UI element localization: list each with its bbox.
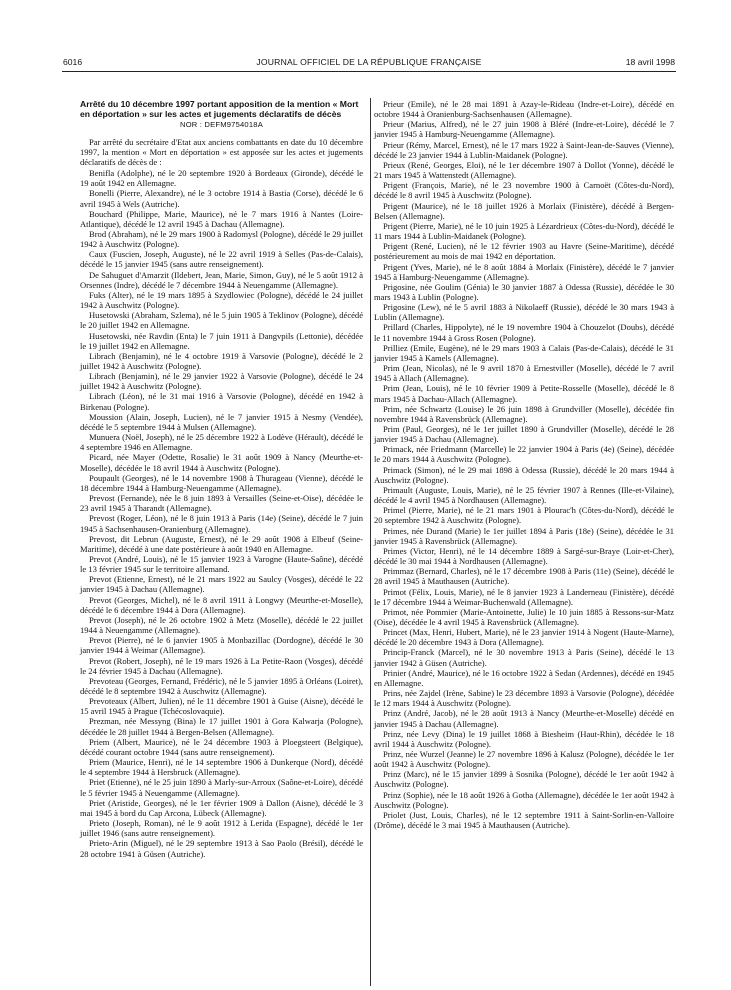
death-record-entry: Prevost, dit Lebrun (Auguste, Ernest), né le 29 août 1908 à Elbeuf (Seine-Maritime), décédé à une date postérieure à août 1940 en Allemagne. [80, 533, 363, 554]
death-record-entry: Prinz (Marc), né le 15 janvier 1899 à Sosnika (Pologne), décédé le 1er août 1942 à Auschwitz (Pologne). [374, 769, 674, 790]
death-record-entry: Prigent (Maurice), né le 18 juillet 1926 à Morlaix (Finistère), décédé à Bergen-Belsen (Allemagne). [374, 200, 674, 221]
death-record-entry: Primault (Auguste, Louis, Marie), né le 25 février 1907 à Rennes (Ille-et-Vilaine), décédé le 4 avril 1945 à Nordhausen (Allemagne). [374, 484, 674, 506]
death-record-entry: Prigosine, née Goulim (Génia) le 30 janvier 1887 à Odessa (Russie), décédée le 30 mars 1943 à Lublin (Pologne). [374, 281, 674, 302]
death-record-entry: Prinier (André, Maurice), né le 16 octobre 1922 à Sedan (Ardennes), décédé en 1945 en Allemagne. [374, 667, 674, 688]
nor-reference: NOR : DEFM9754018A [180, 120, 263, 130]
death-record-entry: Prevot (André, Louis), né le 15 janvier 1923 à Varogne (Haute-Saône), décédé le 13 février 1945 sur le territoire allemand. [80, 553, 363, 575]
death-record-entry: Husetowski, née Ravdin (Enta) le 7 juin 1911 à Dangvpils (Lettonie), décédée le 19 juillet 1942 en Allemagne. [80, 330, 363, 351]
death-record-entry: Poupault (Georges), né le 14 novembre 1908 à Thurageau (Vienne), décédé le 18 décembre 1944 à Hamburg-Neuengamme (Allemagne). [80, 472, 363, 493]
header-rule [62, 71, 676, 72]
death-record-entry: Prillard (Charles, Hippolyte), né le 19 novembre 1904 à Chouzelot (Doubs), décédé le 11 novembre 1944 à Gross Rosen (Pologne). [374, 322, 674, 343]
death-record-entry: Prevoteau (Georges, Fernand, Frédéric), né le 5 janvier 1895 à Orléans (Loiret), décédé le 8 septembre 1942 à Auschwitz (Allemagne). [80, 675, 363, 696]
death-record-entry: Prinz, née Wurzel (Jeanne) le 27 novembre 1896 à Kalusz (Pologne), décédée le 1er août 1942 à Auschwitz (Pologne). [374, 749, 674, 770]
death-record-entry: Munuera (Noël, Joseph), né le 25 décembre 1922 à Lodève (Hérault), décédé le 4 septembre 1946 en Allemagne. [80, 432, 363, 453]
death-record-entry: De Sahuguet d'Amarzit (Ildebert, Jean, Marie, Simon, Guy), né le 5 août 1912 à Orsennes (Indre), décédé le 7 décembre 1944 à Neuengamme (Allemagne). [80, 269, 363, 290]
death-record-entry: Prevot (Robert, Joseph), né le 19 mars 1926 à La Petite-Raon (Vosges), décédé le 24 février 1945 à Dachau (Allemagne). [80, 655, 363, 676]
death-record-entry: Prim (Jean, Nicolas), né le 9 avril 1870 à Ernestviller (Moselle), décédé le 7 avril 1945 à Allach (Allemagne). [374, 363, 674, 384]
right-entry-list [374, 99, 674, 830]
death-record-entry: Prinz (André, Jacob), né le 28 août 1913 à Nancy (Meurthe-et-Moselle) décédé en janvier 1945 à Dachau (Allemagne). [374, 708, 674, 729]
death-record-entry: Prigent (Pierre, Marie), né le 10 juin 1925 à Lézardrieux (Côtes-du-Nord), décédé le 11 mars 1944 à Lublin-Maidanek (Pologne). [374, 220, 674, 242]
death-record-entry: Librach (Benjamin), né le 29 janvier 1922 à Varsovie (Pologne), décédé le 24 juillet 1942 à Auschwitz (Pologne). [80, 371, 363, 392]
death-record-entry: Primack, née Friedmann (Marcelle) le 22 janvier 1904 à Paris (4e) (Seine), décédée le 20 mars 1944 à Auschwitz (Pologne). [374, 444, 674, 465]
death-record-entry: Prieto-Arin (Miguel), né le 29 septembre 1913 à Sao Paolo (Brésil), décédé le 28 octobre 1941 à Güsen (Autriche). [80, 838, 363, 859]
death-record-entry: Priem (Albert, Maurice), né le 24 décembre 1903 à Ploegsteert (Belgique), décédé courant octobre 1944 (sans autre renseignement). [80, 736, 363, 757]
death-record-entry: Bouchard (Philippe, Marie, Maurice), né le 7 mars 1916 à Nantes (Loire-Atlantique), décédé le 12 avril 1945 à Dachau (Allemagne). [80, 208, 363, 229]
death-record-entry: Primmaz (Bernard, Charles), né le 17 décembre 1908 à Paris (11e) (Seine), décédé le 28 avril 1945 à Mauthausen (Autriche). [374, 566, 674, 587]
death-record-entry: Prezman, née Messyng (Bina) le 17 juillet 1901 à Gora Kalwarja (Pologne), décédée le 28 juillet 1944 à Bergen-Belsen (Allemagne). [80, 716, 363, 737]
death-record-entry: Prieto (Joseph, Roman), né le 9 août 1912 à Lerida (Espagne), décédé le 1er juillet 1946 (sans autre renseignement). [80, 818, 363, 839]
death-record-entry: Primot, née Pommier (Marie-Antoinette, Julie) le 10 juin 1885 à Ressons-sur-Matz (Oise), décédée le 4 avril 1945 à Ravensbrück (Allemagne). [374, 606, 674, 627]
death-record-entry: Prieur (Marius, Alfred), né le 27 juin 1908 à Bléré (Indre-et-Loire), décédé le 7 janvier 1945 à Hamburg-Neuengamme (Allemagne). [374, 119, 674, 140]
death-record-entry: Primot (Félix, Louis, Marie), né le 8 janvier 1923 à Landerneau (Finistère), décédé le 17 décembre 1944 à Weimar-Buchenwald (Allemagne). [374, 586, 674, 607]
death-record-entry: Priet (Etienne), né le 25 juin 1890 à Marly-sur-Arroux (Saône-et-Loire), décédé le 5 février 1945 à Neuengamme (Allemagne). [80, 777, 363, 798]
death-record-entry: Prigent (René, Lucien), né le 12 février 1903 au Havre (Seine-Maritime), décédé postérieurement au mois de mai 1942 en déportation. [374, 241, 674, 262]
death-record-entry: Prevot (Georges, Michel), né le 8 avril 1911 à Longwy (Meurthe-et-Moselle), décédé le 6 décembre 1944 à Dora (Allemagne). [80, 594, 363, 615]
article-title: Arrêté du 10 décembre 1997 portant apposition de la mention « Mort en déportation » sur les actes et jugements déclaratifs de décès [80, 99, 359, 120]
death-record-entry: Prieux (René, Georges, Eloi), né le 1er décembre 1907 à Dollot (Yonne), décédé le 21 mars 1945 à Wattenstedt (Allemagne). [374, 159, 674, 181]
publication-date: 18 avril 1998 [625, 57, 675, 67]
death-record-entry: Librach (Benjamin), né le 4 octobre 1919 à Varsovie (Pologne), décédé le 2 juillet 1942 à Auschwitz (Pologne). [80, 350, 363, 371]
death-record-entry: Princip-Franck (Marcel), né le 30 novembre 1913 à Paris (Seine), décédé le 13 janvier 1942 à Güsen (Autriche). [374, 647, 674, 668]
death-record-entry: Prins, née Zajdel (Irène, Sabine) le 23 décembre 1893 à Varsovie (Pologne), décédée le 12 mars 1944 à Auschwitz (Pologne). [374, 688, 674, 709]
death-record-entry: Librach (Léon), né le 31 mai 1916 à Varsovie (Pologne), décédé en 1942 à Birkenau (Pologne). [80, 391, 363, 412]
death-record-entry: Prevot (Pierre), né le 6 janvier 1905 à Monbazillac (Dordogne), décédé le 30 janvier 1944 à Weimar (Allemagne). [80, 635, 363, 656]
article-intro: Par arrêté du secrétaire d'Etat aux anciens combattants en date du 10 décembre 1997, la mention « Mort en déportation » est apposée sur les actes et jugements déclaratifs de décès de : [80, 136, 363, 167]
death-record-entry: Primack (Simon), né le 29 mai 1898 à Odessa (Russie), décédé le 20 mars 1944 à Auschwitz (Pologne). [374, 464, 674, 485]
death-record-entry: Princet (Max, Henri, Hubert, Marie), né le 23 janvier 1914 à Nogent (Haute-Marne), décédé le 20 décembre 1943 à Dora (Allemagne). [374, 627, 674, 648]
death-record-entry: Prieur (Rémy, Marcel, Ernest), né le 17 mars 1922 à Saint-Jean-de-Sauves (Vienne), décédé le 23 janvier 1944 à Lublin-Maidanek (Pologne). [374, 139, 674, 160]
death-record-entry: Prilliez (Emile, Eugène), né le 29 mars 1903 à Calais (Pas-de-Calais), décédé le 31 janvier 1945 à Kamels (Allemagne). [374, 342, 674, 363]
death-record-entry: Priolet (Just, Louis, Charles), né le 12 septembre 1911 à Saint-Sorlin-en-Valloire (Drôme), décédé le 3 mai 1945 à Mauthausen (Autriche). [374, 809, 674, 831]
death-record-entry: Bonelli (Pierre, Alexandre), né le 3 octobre 1914 à Bastia (Corse), décédé le 6 avril 1945 à Wels (Autriche). [80, 188, 363, 209]
death-record-entry: Priet (Aristide, Georges), né le 1er février 1909 à Dallon (Aisne), décédé le 3 mai 1945 à bord du Cap Arcona, Lübeck (Allemagne). [80, 797, 363, 818]
left-entry-list [80, 168, 363, 859]
death-record-entry: Prigent (Yves, Marie), né le 8 août 1884 à Morlaix (Finistère), décédé le 7 janvier 1945 à Hamburg-Neuengamme (Allemagne). [374, 261, 674, 282]
left-column [80, 99, 363, 859]
death-record-entry: Brod (Abraham), né le 29 mars 1900 à Radomysl (Pologne), décédé le 29 juillet 1942 à Auschwitz (Pologne). [80, 228, 363, 250]
death-record-entry: Prigent (François, Marie), né le 23 novembre 1900 à Carnoët (Côtes-du-Nord), décédé le 8 avril 1945 à Auschwitz (Pologne). [374, 180, 674, 201]
death-record-entry: Priem (Maurice, Henri), né le 14 septembre 1906 à Dunkerque (Nord), décédé le 4 septembre 1944 à Hersbruck (Allemagne). [80, 757, 363, 778]
death-record-entry: Prigosine (Lew), né le 5 avril 1883 à Nikolaeff (Russie), décédé le 30 mars 1943 à Lublin (Allemagne). [374, 302, 674, 323]
death-record-entry: Prevoteaux (Albert, Julien), né le 11 décembre 1901 à Guise (Aisne), décédé le 15 avril 1945 à Prague (Tchécoslovaquie). [80, 696, 363, 717]
death-record-entry: Prieur (Emile), né le 28 mai 1891 à Azay-le-Rideau (Indre-et-Loire), décédé en octobre 1944 à Oranienburg-Sachsenhausen (Allemagne). [374, 99, 674, 120]
journal-title: JOURNAL OFFICIEL DE LA RÉPUBLIQUE FRANÇAISE [256, 57, 482, 67]
death-record-entry: Prim (Paul, Georges), né le 1er juillet 1890 à Grundviller (Moselle), décédé le 28 janvier 1945 à Dachau (Allemagne). [374, 424, 674, 445]
death-record-entry: Prim, née Schwartz (Louise) le 26 juin 1898 à Grundviller (Moselle), décédée fin novembre 1944 à Ravensbrück (Allemagne). [374, 403, 674, 424]
death-record-entry: Prim (Jean, Louis), né le 10 février 1909 à Petite-Rosselle (Moselle), décédé le 8 mars 1945 à Dachau-Allach (Allemagne). [374, 383, 674, 404]
death-record-entry: Prinz (Sophie), née le 18 août 1926 à Gotha (Allemagne), décédée le 1er août 1942 à Auschwitz (Pologne). [374, 789, 674, 810]
death-record-entry: Primes (Victor, Henri), né le 14 décembre 1889 à Sargé-sur-Braye (Loir-et-Cher), décédé le 30 mai 1944 à Nordhausen (Allemagne). [374, 545, 674, 567]
right-column [374, 99, 674, 830]
death-record-entry: Primel (Pierre, Marie), né le 21 mars 1901 à Plourac'h (Côtes-du-Nord), décédé le 20 septembre 1942 à Auschwitz (Pologne). [374, 505, 674, 526]
death-record-entry: Fuks (Alter), né le 19 mars 1895 à Szydlowiec (Pologne), décédé le 24 juillet 1942 à Auschwitz (Pologne). [80, 289, 363, 311]
death-record-entry: Prevot (Etienne, Ernest), né le 21 mars 1922 au Saulcy (Vosges), décédé le 22 janvier 1945 à Dachau (Allemagne). [80, 574, 363, 595]
death-record-entry: Caux (Fuscien, Joseph, Auguste), né le 22 avril 1919 à Selles (Pas-de-Calais), décédé le 15 janvier 1945 (sans autre renseignement). [80, 249, 363, 270]
death-record-entry: Picard, née Mayer (Odette, Rosalie) le 31 août 1909 à Nancy (Meurthe-et-Moselle), décédée le 18 avril 1944 à Auschwitz (Pologne). [80, 452, 363, 473]
death-record-entry: Benifla (Adolphe), né le 20 septembre 1920 à Bordeaux (Gironde), décédé le 19 août 1942 en Allemagne. [80, 168, 363, 189]
death-record-entry: Prevost (Fernande), née le 8 juin 1893 à Versailles (Seine-et-Oise), décédée le 23 avril 1945 à Tharandt (Allemagne). [80, 493, 363, 514]
page-number: 6016 [63, 57, 83, 67]
death-record-entry: Moussion (Alain, Joseph, Lucien), né le 7 janvier 1915 à Nesmy (Vendée), décédé le 5 septembre 1944 à Mulsen (Allemagne). [80, 411, 363, 432]
death-record-entry: Husetowski (Abraham, Szlema), né le 5 juin 1905 à Teklinov (Pologne), décédé le 20 juillet 1942 en Allemagne. [80, 310, 363, 331]
death-record-entry: Prevot (Joseph), né le 26 octobre 1902 à Metz (Moselle), décédé le 22 juillet 1944 à Neuengamme (Allemagne). [80, 614, 363, 636]
death-record-entry: Prinz, née Levy (Dina) le 19 juillet 1868 à Biesheim (Haut-Rhin), décédée le 18 avril 1944 à Auschwitz (Pologne). [374, 728, 674, 749]
column-divider [370, 98, 371, 986]
death-record-entry: Prevost (Roger, Léon), né le 8 juin 1913 à Paris (14e) (Seine), décédé le 7 juin 1945 à Sachsenhausen-Oranienburg (Allemagne). [80, 513, 363, 534]
death-record-entry: Primes, née Durand (Marie) le 1er juillet 1894 à Paris (18e) (Seine), décédée le 31 janvier 1945 à Ravensbrück (Allemagne). [374, 525, 674, 546]
